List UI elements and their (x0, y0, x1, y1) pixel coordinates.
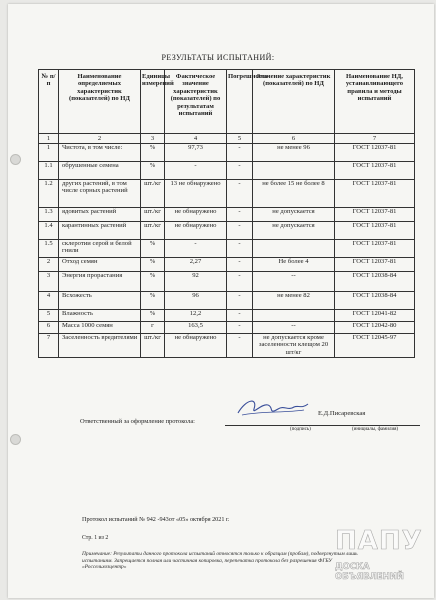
table-cell: - (227, 272, 253, 292)
table-cell: ГОСТ 12041-82 (335, 310, 415, 322)
watermark-subtitle: ДОСКА ОБЪЯВЛЕНИЙ (335, 562, 404, 582)
table-cell: не допускается (253, 222, 335, 240)
table-cell: % (141, 240, 165, 258)
table-cell (253, 162, 335, 180)
table-cell: 1 (39, 144, 59, 162)
table-cell: 1.4 (39, 222, 59, 240)
table-cell: ГОСТ 12042-80 (335, 322, 415, 334)
table-cell: не менее 96 (253, 144, 335, 162)
table-cell: -- (253, 322, 335, 334)
column-header: Наименование определяемых характеристик (показателей) по НД (59, 70, 141, 134)
table-cell: - (165, 240, 227, 258)
table-cell: Не более 4 (253, 258, 335, 272)
table-cell: ГОСТ 12037-81 (335, 258, 415, 272)
table-cell: Чистота, в том числе: (59, 144, 141, 162)
column-number: 1 (39, 134, 59, 144)
table-cell: ГОСТ 12037-81 (335, 180, 415, 208)
table-cell: 1.2 (39, 180, 59, 208)
table-cell: шт./кг (141, 222, 165, 240)
table-cell: % (141, 310, 165, 322)
table-cell: обрушенные семена (59, 162, 141, 180)
table-cell: - (227, 258, 253, 272)
table-cell: ГОСТ 12038-84 (335, 292, 415, 310)
table-cell: - (227, 240, 253, 258)
column-number: 7 (335, 134, 415, 144)
table-cell: 97,73 (165, 144, 227, 162)
table-cell: 13 не обнаружено (165, 180, 227, 208)
responsible-name: Е.Д.Писаревская (318, 410, 366, 417)
table-row (39, 292, 415, 310)
table-cell: шт./кг (141, 180, 165, 208)
responsible-label: Ответственный за оформление протокола: (80, 418, 195, 425)
column-header: Фактическое значение характеристик (показателей) по результатам испытаний (165, 70, 227, 134)
table-cell: Масса 1000 семян (59, 322, 141, 334)
signature-caption: (подпись) (290, 427, 311, 432)
table-row (39, 162, 415, 180)
table-cell: шт./кг (141, 334, 165, 358)
column-number: 6 (253, 134, 335, 144)
table-cell: не обнаружено (165, 222, 227, 240)
table-cell: 3 (39, 272, 59, 292)
table-cell: других растений, в том числе сорных растений (59, 180, 141, 208)
table-cell: Отход семян (59, 258, 141, 272)
table-cell: не допускается кроме заселенности клещом 20 шт/кг (253, 334, 335, 358)
table-cell: 96 (165, 292, 227, 310)
table-cell: не обнаружено (165, 334, 227, 358)
table-cell: не менее 82 (253, 292, 335, 310)
table-cell: 1.5 (39, 240, 59, 258)
table-cell: - (227, 292, 253, 310)
punch-hole-decoration (10, 434, 21, 445)
table-cell: карантинных растений (59, 222, 141, 240)
table-cell: не допускается (253, 208, 335, 222)
table-cell: 7 (39, 334, 59, 358)
table-cell: % (141, 272, 165, 292)
table-row (39, 310, 415, 322)
table-cell: Влажность (59, 310, 141, 322)
column-number: 3 (141, 134, 165, 144)
name-caption: (инициалы, фамилия) (352, 427, 399, 432)
table-cell: Энергия прорастания (59, 272, 141, 292)
table-cell: 2 (39, 258, 59, 272)
table-cell: % (141, 162, 165, 180)
table-cell: шт./кг (141, 208, 165, 222)
table-cell: - (227, 208, 253, 222)
table-cell: не более 15 не более 8 (253, 180, 335, 208)
table-cell: ГОСТ 12037-81 (335, 208, 415, 222)
table-row (39, 334, 415, 358)
table-cell: 1.1 (39, 162, 59, 180)
column-header: Значение характеристик (показателей) по НД (253, 70, 335, 134)
table-cell: 163,5 (165, 322, 227, 334)
table-cell: - (165, 162, 227, 180)
table-cell (253, 240, 335, 258)
handwritten-signature (232, 395, 312, 421)
table-row (39, 240, 415, 258)
table-row (39, 222, 415, 240)
column-number: 4 (165, 134, 227, 144)
table-cell: % (141, 292, 165, 310)
signature-line (225, 425, 420, 426)
page-number: Стр. 1 из 2 (82, 535, 109, 541)
column-header: Единицы измерений (141, 70, 165, 134)
column-number: 2 (59, 134, 141, 144)
table-cell: ГОСТ 12037-81 (335, 144, 415, 162)
table-cell: 5 (39, 310, 59, 322)
table-header-row (39, 70, 415, 134)
table-cell: -- (253, 272, 335, 292)
table-cell: % (141, 144, 165, 162)
column-number-row (39, 134, 415, 144)
table-cell (253, 310, 335, 322)
column-header: Погрешность (227, 70, 253, 134)
protocol-number: Протокол испытаний № 942 -943от «05» октября 2021 г. (82, 516, 230, 523)
watermark-logo (333, 526, 429, 594)
table-cell: не обнаружено (165, 208, 227, 222)
table-cell: - (227, 144, 253, 162)
table-cell: ГОСТ 12038-84 (335, 272, 415, 292)
table-cell: - (227, 322, 253, 334)
table-cell: склеротии серой и белой гнили (59, 240, 141, 258)
footnote: Примечание: Результаты данного протокола испытаний относятся только к образцам (пробам), подвергнутым лишь испытаниям. Запрещается полная или частичная копировка, перепечатка протокола без разрешения ФГБУ «Россельхозцентр» (82, 551, 358, 571)
column-number: 5 (227, 134, 253, 144)
table-row (39, 180, 415, 208)
table-cell: 2,27 (165, 258, 227, 272)
table-cell: г (141, 322, 165, 334)
punch-hole-decoration (10, 154, 21, 165)
table-row (39, 208, 415, 222)
table-cell: ГОСТ 12037-81 (335, 222, 415, 240)
table-cell: - (227, 222, 253, 240)
table-cell: ГОСТ 12037-81 (335, 162, 415, 180)
table-cell: - (227, 310, 253, 322)
table-cell: 92 (165, 272, 227, 292)
page-title: РЕЗУЛЬТАТЫ ИСПЫТАНИЙ: (161, 53, 275, 62)
table-cell: 12,2 (165, 310, 227, 322)
table-row (39, 272, 415, 292)
table-cell: ГОСТ 12037-81 (335, 240, 415, 258)
table-cell: - (227, 180, 253, 208)
table-cell: Всхожесть (59, 292, 141, 310)
table-cell: Заселенность вредителями (59, 334, 141, 358)
table-cell: 4 (39, 292, 59, 310)
table-cell: 6 (39, 322, 59, 334)
table-cell: - (227, 334, 253, 358)
table-row (39, 322, 415, 334)
table-cell: - (227, 162, 253, 180)
table-cell: ядовитых растений (59, 208, 141, 222)
table-row (39, 258, 415, 272)
table-cell: ГОСТ 12045-97 (335, 334, 415, 358)
watermark-title: ПАПУ (335, 526, 423, 556)
column-header: Наименование НД, устанавливающего правила и методы испытаний (335, 70, 415, 134)
table-cell: % (141, 258, 165, 272)
results-table (38, 69, 415, 358)
table-cell: 1.3 (39, 208, 59, 222)
column-header: № п/п (39, 70, 59, 134)
table-row (39, 144, 415, 162)
